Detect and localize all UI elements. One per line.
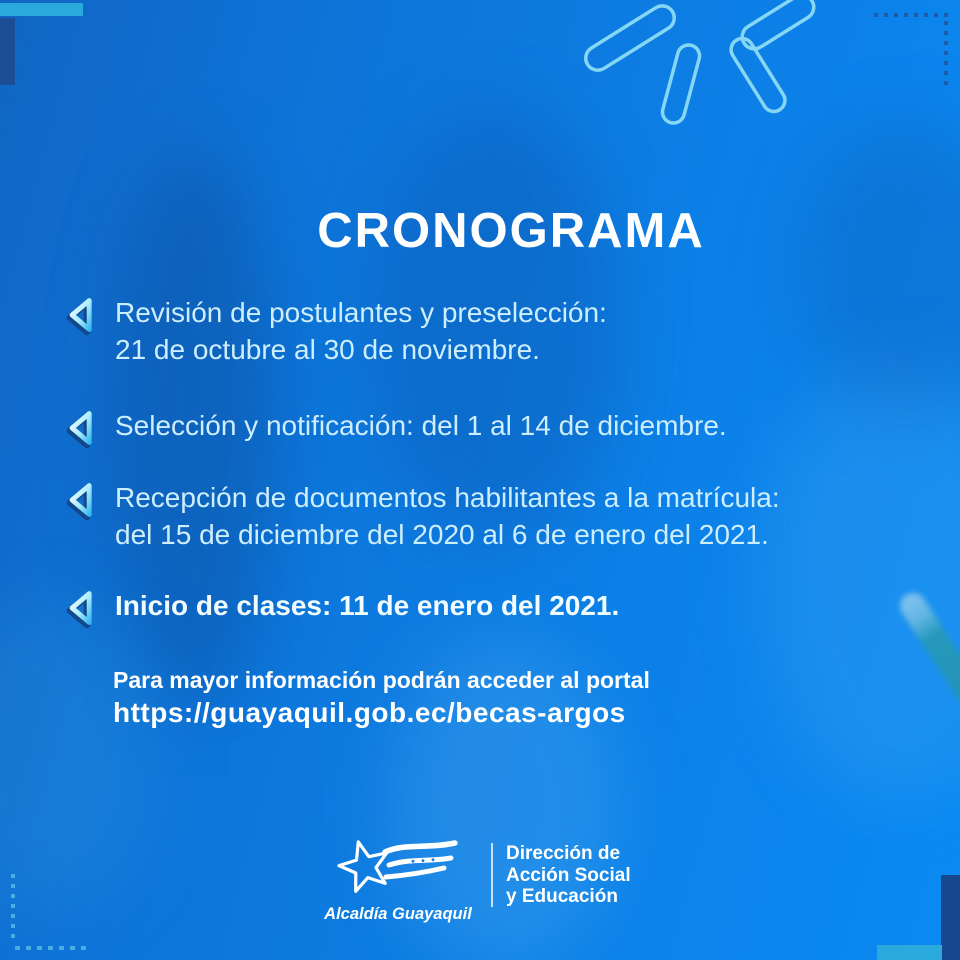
top-left-navy-rect bbox=[0, 18, 15, 85]
background-blob bbox=[0, 600, 160, 920]
schedule-line: Revisión de postulantes y preselección: bbox=[115, 297, 607, 328]
triangle-left-icon bbox=[64, 587, 100, 629]
schedule-item bbox=[64, 407, 924, 449]
department-line: Dirección de bbox=[506, 843, 621, 864]
schedule-item-text bbox=[115, 294, 607, 368]
triangle-left-icon bbox=[64, 407, 100, 449]
top-left-cyan-bar bbox=[0, 3, 83, 16]
schedule-item bbox=[64, 587, 924, 629]
schedule-item-text bbox=[115, 587, 619, 624]
background-blob bbox=[800, 120, 960, 420]
alcaldia-caption: Alcaldía Guayaquil bbox=[324, 905, 472, 923]
page-title: CRONOGRAMA bbox=[317, 204, 705, 258]
bottom-right-cyan-bar bbox=[877, 945, 942, 960]
alcaldia-logo bbox=[323, 836, 473, 924]
schedule-line: Recepción de documentos habilitantes a la matrícula: bbox=[115, 482, 780, 513]
schedule-line: Selección y notificación: del 1 al 14 de diciembre. bbox=[115, 410, 727, 441]
top-right-dashed-line bbox=[944, 21, 948, 89]
top-right-dashed-line bbox=[874, 13, 948, 17]
department-line: Acción Social bbox=[506, 864, 631, 886]
bottom-right-navy-rect bbox=[941, 875, 960, 960]
brand-divider bbox=[491, 843, 493, 907]
schedule-line: 21 de octubre al 30 de noviembre. bbox=[115, 334, 540, 365]
bottom-left-dashed-line bbox=[15, 946, 88, 950]
triangle-left-icon bbox=[64, 294, 100, 336]
department-name bbox=[506, 843, 631, 908]
portal-url-text: https://guayaquil.gob.ec/becas-argos bbox=[113, 697, 626, 728]
schedule-item-text bbox=[115, 479, 780, 553]
triangle-left-icon bbox=[64, 479, 100, 521]
schedule-item-text bbox=[115, 407, 727, 444]
schedule-item bbox=[64, 479, 924, 553]
department-line: y Educación bbox=[506, 886, 618, 907]
rays-sparkle-icon bbox=[570, 0, 820, 140]
schedule-line: del 15 de diciembre del 2020 al 6 de enero del 2021. bbox=[115, 519, 769, 550]
schedule-line: Inicio de clases: 11 de enero del 2021. bbox=[115, 590, 620, 621]
star-flag-logo bbox=[328, 836, 468, 898]
schedule-item bbox=[64, 294, 924, 368]
portal-info-text: Para mayor información podrán acceder al portal bbox=[113, 667, 650, 693]
bottom-left-dashed-line bbox=[11, 874, 15, 940]
